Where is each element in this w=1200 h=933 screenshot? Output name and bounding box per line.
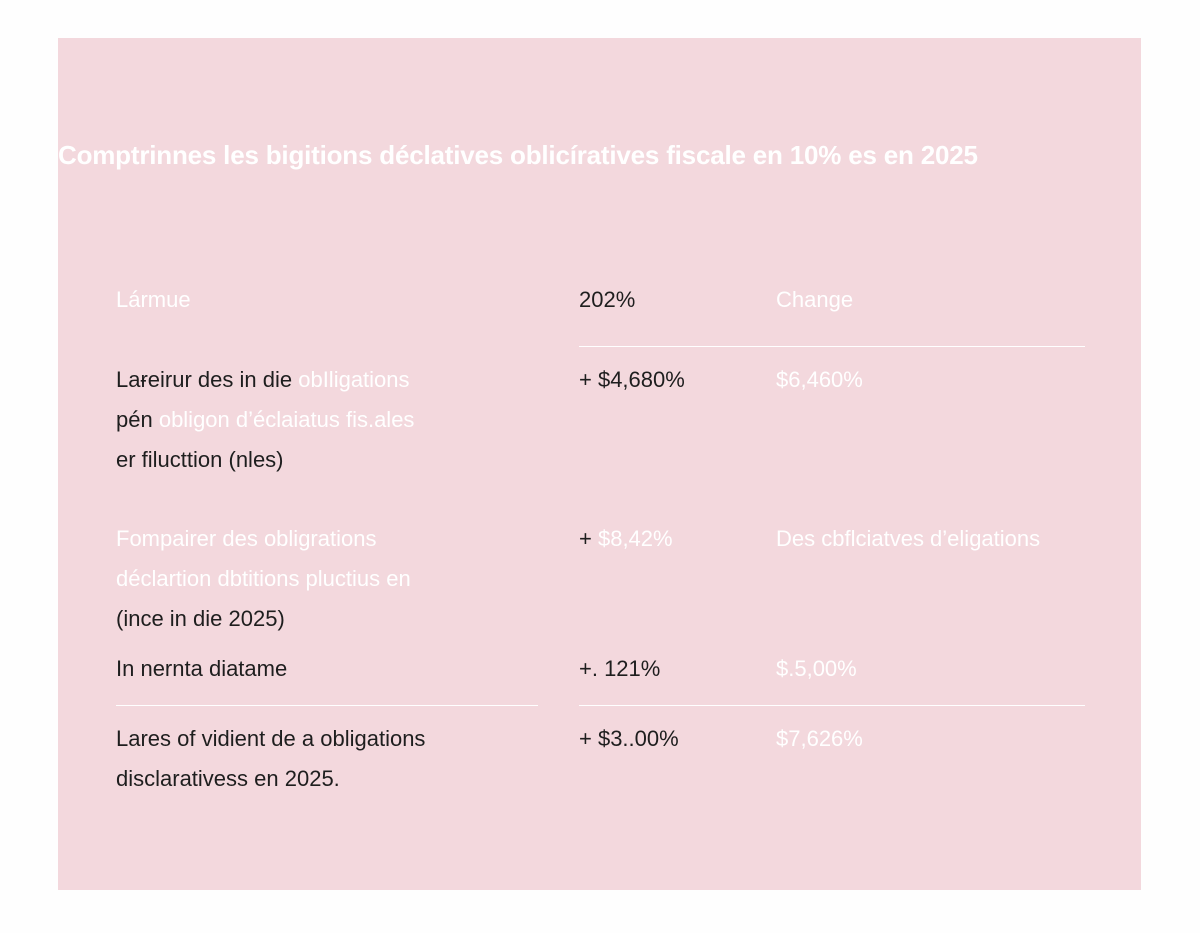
table-row-label-line: déclartion dbtitions pluctius en (116, 566, 411, 591)
table-row-label-line: disclarativess en 2025. (116, 766, 340, 791)
table-cell-value: + $8,42% (579, 526, 673, 551)
table-cell-change: $7,626% (776, 726, 863, 751)
page-title: Comptrinnes les bigitions déclatives oblicíratives fiscale en 10% es en 2025 (58, 140, 978, 170)
table-cell-change: $.5,00% (776, 656, 857, 681)
table-cell-value: + $4,680% (579, 367, 685, 392)
table-row-label-line: Laɍeirur des in die obIligations (116, 367, 410, 392)
table-cell-value: +. 121% (579, 656, 661, 681)
table-cell-change: $6,460% (776, 367, 863, 392)
table-cell-value: + $3..00% (579, 726, 679, 751)
table-row-label-line: pén obligon d’éclaiatus fis.ales (116, 407, 415, 432)
column-header-change: Change (776, 287, 854, 312)
row-divider-left (116, 705, 538, 706)
table-row-label-line: (ince in die 2025) (116, 606, 285, 631)
header-divider (579, 346, 1085, 347)
table-row-label-line: er filucttion (nles) (116, 447, 284, 472)
column-header-label: Lármue (116, 287, 191, 312)
table-cell-change: Des cbflciatves d’eligations (776, 526, 1041, 551)
table-row-label-line: Fompairer des obligrations (116, 526, 377, 551)
table-row-label-line: Lares of vidient de a obligations (116, 726, 426, 751)
table-row-label: In nernta diatame (116, 656, 288, 681)
column-header-year: 202% (579, 287, 636, 312)
row-divider-right (579, 705, 1085, 706)
